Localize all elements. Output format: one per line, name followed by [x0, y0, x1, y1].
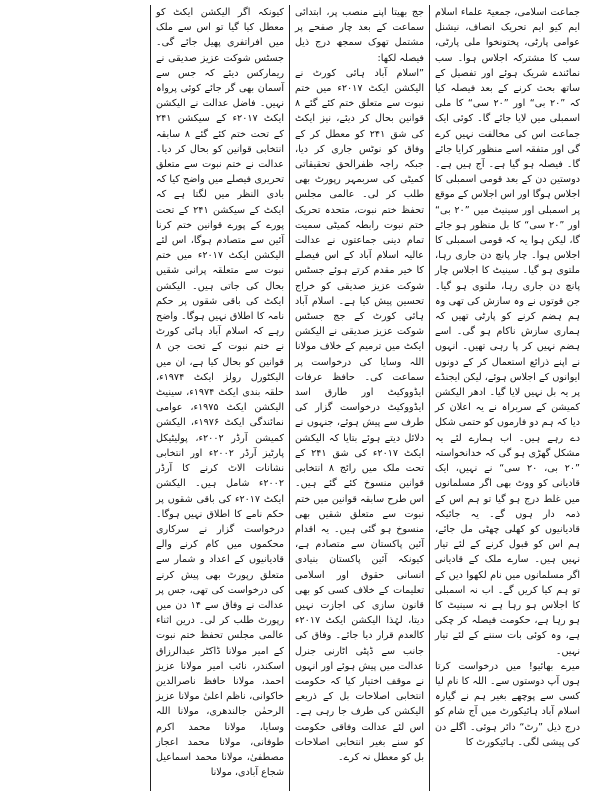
column-1-paragraph-1: جماعت اسلامی، جمعیۃ علماء اسلام ایم کیو ایم تحریک انصاف، نیشنل عوامی پارٹی، پختونخوا ملی پارٹی، سب کا مشترکہ اجلاس ہوا۔ سب نمائندے شریک ہوئے اور تفصیل کے ساتھ بحث کرنے کے بعد فیصلہ کیا کہ ”۲۰ بی“ اور ”۲۰ سی“ کا ملی اسمبلی میں لایا جائے گا۔ کوئی ایک جماعت اس کی مخالفت نہیں کرے گی اور متفقہ اسے منظور کرایا جائے گا۔ فیصلہ ہو گیا ہے۔ آج ہیں ہے۔ دوستین دن کے بعد قومی اسمبلی کا اجلاس ہوگا اور اس اجلاس کے موقع پر اسمبلی اور سینیٹ میں ”۲۰ بی“ اور ”۲۰ سی“ کا بل منظور ہو جائے گا، لیکن ہوا یہ کہ قومی اسمبلی کا اجلاس ہوا۔ چار پانچ دن جاری رہا، ملتوی ہو گیا۔ سینیٹ کا اجلاس چار پانچ دن جاری رہا، ملتوی ہو گیا۔ جن قوتوں نے وہ سازش کی تھی وہ ہم ہضم کرنے کو پارٹی تھیں کہ ہماری سازش ناکام ہو گی۔ اسے ہضم نہیں کر پا رہی تھیں۔ انہوں نے اپنے ذرائع استعمال کر کے دونوں ایوانوں کے اجلاس ہوئے، لیکن ایجنڈے پر یہ بل نہیں لایا گیا۔ ادھر الیکشن کمیشن کے سربراہ نے یہ اعلان کر دیا کہ ہم دو فارموں کو حتمی شکل دے رہے ہیں۔ اب ہمارے لئے یہ مشکل گھڑی ہو گی کہ خدانخواستہ ”۲۰ بی، ۲۰ سی“ نے نہیں، ایک قادیانی کو ووٹ بھی اگر مسلمانوں میں غلط درج ہو گیا تو ہم اس کے ذمہ دار ہوں گے۔ یہ جائیکہ قادیانیوں کو کھلی چھٹی مل جائے، ہم اس کو قبول کرنے کے لئے تیار نہیں ہیں۔ سارے ملک کے قادیانی اگر مسلمانوں میں نام لکھوا دیں کے تو ہم کیا کریں گے۔ اب نہ اسمبلی کا اجلاس ہو رہا ہے نہ سینیٹ کا ہو رہا ہے، حکومت فیصلہ کر چکی ہے، وہ کوئی بات سننے کے لئے تیار نہیں۔ — [435, 7, 580, 657]
column-2 — [289, 5, 430, 791]
column-1 — [430, 5, 585, 791]
column-2-paragraph-2: ”اسلام آباد ہائی کورٹ نے الیکشن ایکٹ ۲۰۱۷ء میں ختم نبوت سے متعلق ختم کئے گئے ۸ قوانین بحال کر دیئے، نیز ایکٹ کی شق ۲۴۱ کو معطل کر کے وفاق کو نوٹس جاری کر دیا، جبکہ راجہ ظفرالحق تحقیقاتی کمیٹی کی سربمہر رپورٹ بھی طلب کر لی۔ عالمی مجلس تحفظ ختم نبوت، متحدہ تحریک ختم نبوت رابطہ کمیٹی سمیت تمام دینی جماعتوں نے عدالت عالیہ اسلام آباد کے اس فیصلے کا خیر مقدم کرتے ہوئے جسٹس شوکت عزیز صدیقی کو خراج تحسین پیش کیا ہے۔ اسلام آباد ہائی کورٹ کے جج جسٹس شوکت عزیز صدیقی نے الیکشن ایکٹ میں ترمیم کے خلاف مولانا اللہ وسایا کی درخواست پر سماعت کی۔ حافظ عرفات ایڈووکیٹ اور طارق اسد ایڈووکیٹ درخواست گزار کی طرف سے پیش ہوئے، جنہوں نے دلائل دیتے ہوئے بتایا کہ الیکشن ایکٹ ۲۰۱۷ء کی شق ۲۴۱ کے تحت ملک میں رائج ۸ انتخابی قوانین منسوخ کئے گئے ہیں۔ اس طرح سابقہ قوانین میں ختم نبوت سے متعلق شقیں بھی منسوخ ہو گئی ہیں۔ یہ اقدام آئین پاکستان سے متصادم ہے، کیونکہ آئین پاکستان بنیادی انسانی حقوق اور اسلامی تعلیمات کے خلاف کسی کو بھی قانون سازی کی اجازت نہیں دیتا، لہٰذا الیکشن ایکٹ ۲۰۱۷ء کالعدم قرار دیا جائے۔ وفاق کی جانب سے ڈپٹی اٹارنی جنرل عدالت میں پیش ہوئے اور انہوں نے موقف اختیار کیا کہ حکومت انتخابی اصلاحات بل کے ذریعے الیکشن کی طرف جا رہی ہے۔ اس لئے عدالت وفاقی حکومت کو سنے بغیر انتخابی اصلاحات بل کو معطل نہ کرے۔ — [295, 67, 425, 763]
column-3 — [150, 5, 289, 791]
column-2-paragraph-1: جج بھیتا اپنے منصب پر، ابتدائی سماعت کے بعد چار صفحے پر مشتمل تھوک سمجھ درج ذیل فیصلہ لکھا: — [295, 7, 424, 64]
column-3-paragraph-1: کیونکہ اگر الیکشن ایکٹ کو معطل کیا گیا تو اس سے ملک میں افراتفری پھیل جائے گی۔ جسٹس شوکت عزیز صدیقی نے ریمارکس دیئے کہ جس سے آسمان بھی گر جائے کوئی پرواہ نہیں۔ فاضل عدالت نے الیکشن ایکٹ ۲۰۱۷ء کے سیکشن ۲۴۱ کے تحت ختم کئے گئے ۸ سابقہ انتخابی قوانین کو بحال کر دیا۔ عدالت نے ختم نبوت سے متعلق تحریری فیصلے میں واضح کیا کہ بادی النظر میں لگتا ہے کہ ایکٹ کے سیکشن ۲۴۱ کے تحت پورے کے پورے قوانین ختم کرنا آئین سے متصادم ہوگا، اس لئے الیکشن ایکٹ ۲۰۱۷ء میں ختم نبوت سے متعلقہ پرانی شقیں بحال کی جاتی ہیں۔ الیکشن ایکٹ کی باقی شقوں پر حکم نامہ کا اطلاق نہیں ہوگا۔ واضح رہے کہ اسلام آباد ہائی کورٹ نے ختم نبوت کے تحت جن ۸ قوانین کو بحال کیا ہے، ان میں الیکٹورل رولز ایکٹ ۱۹۷۴ء، حلقہ بندی ایکٹ ۱۹۷۴ء، سینیٹ الیکشن ایکٹ ۱۹۷۵ء، عوامی نمائندگی ایکٹ ۱۹۷۶ء، الیکشن کمیشن آرڈر ۲۰۰۲ء، پولیٹیکل پارٹیز آرڈر ۲۰۰۲ء اور انتخابی نشانات الاٹ کرنے کا آرڈر ۲۰۰۲ء شامل ہیں۔ الیکشن ایکٹ ۲۰۱۷ء کی باقی شقوں پر حکم نامے کا اطلاق نہیں ہوگا۔ درخواست گزار نے سرکاری محکموں میں کام کرنے والے قادیانیوں کے اعداد و شمار سے متعلق رپورٹ بھی پیش کرنے کی درخواست کی تھی، جس پر عدالت نے وفاق سے ۱۴ دن میں رپورٹ طلب کر لی۔ درین اثناء عالمی مجلس تحفظ ختم نبوت کے امیر مولانا ڈاکٹر عبدالرزاق اسکندر، نائب امیر مولانا عزیز احمد، مولانا حافظ ناصرالدین خاکوانی، ناظم اعلیٰ مولانا عزیز الرحمٰن جالندھری، مولانا اللہ وسایا، مولانا محمد اکرم طوفانی، مولانا محمد اعجاز مصطفیٰ، مولانا محمد اسماعیل شجاع آبادی، مولانا — [156, 7, 284, 779]
column-1-paragraph-2: میرے بھائیو! میں درخواست کرتا ہوں آپ دوستوں سے۔ اللہ کا نام لیا کسی سے پوچھے بغیر ہم نے گیارہ اسلام آباد ہائیکورٹ میں آج شام کو درج ذیل ”رٹ“ دائر ہوئی۔ اگلے دن کی پیشی لگی۔ ہائیکورٹ کا — [435, 660, 580, 748]
